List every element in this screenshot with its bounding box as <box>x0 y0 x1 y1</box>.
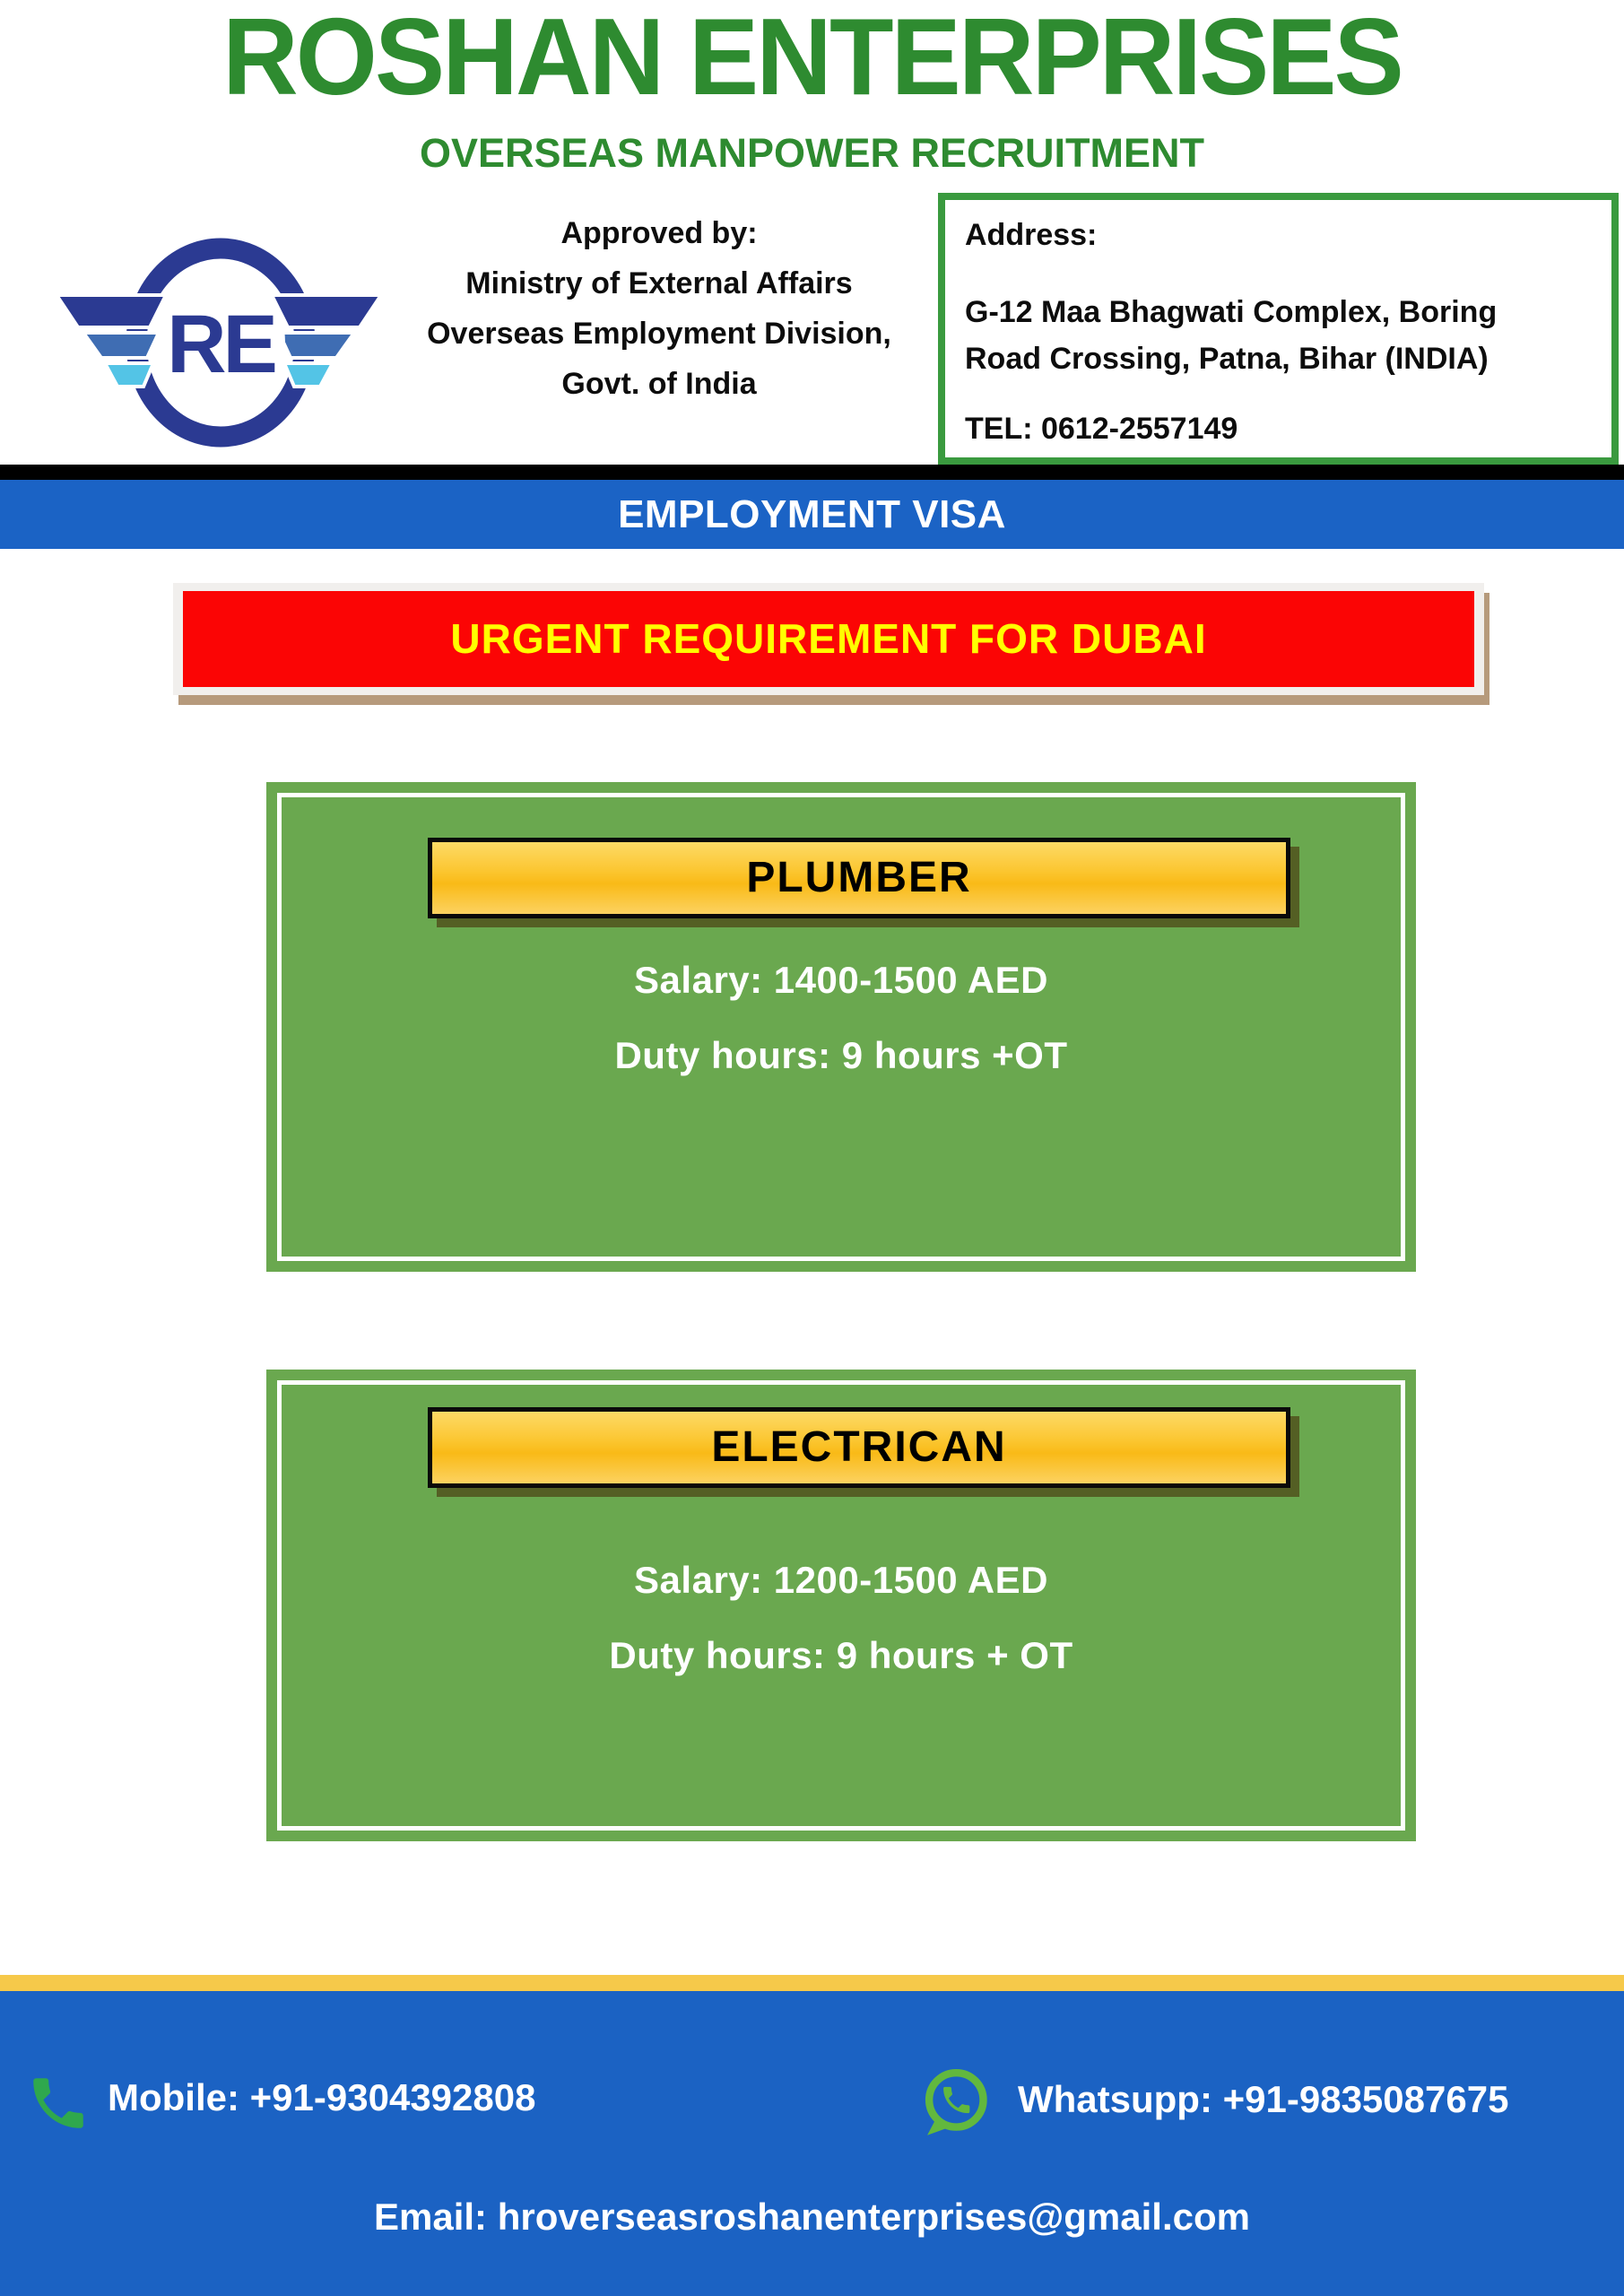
address-box <box>938 193 1619 465</box>
address-line: Road Crossing, Patna, Bihar (INDIA) <box>965 342 1489 376</box>
email-address: Email: hroverseasroshanenterprises@gmail.com <box>373 2196 1250 2238</box>
job-title-bar: ELECTRICAN <box>428 1407 1290 1488</box>
job-title-bar: PLUMBER <box>428 838 1290 918</box>
approved-by-line: Govt. of India <box>561 367 757 401</box>
approved-by-line: Overseas Employment Division, <box>427 317 891 351</box>
job-salary: Salary: 1200-1500 AED <box>634 1559 1048 1601</box>
address-label: Address: <box>965 218 1098 252</box>
telephone-number: TEL: 0612-2557149 <box>965 412 1238 446</box>
divider-bar <box>0 465 1624 480</box>
logo-monogram: RE <box>167 299 274 390</box>
approved-by-line: Ministry of External Affairs <box>465 266 853 300</box>
approved-by-line: Approved by: <box>560 216 758 250</box>
urgent-banner-frame <box>173 583 1484 695</box>
footer-accent-strip <box>0 1975 1624 1991</box>
job-card-border <box>277 793 1405 1261</box>
job-card-plumber <box>266 782 1416 1272</box>
footer-contact-band <box>0 1991 1624 2296</box>
whatsapp-number: Whatsupp: +91-9835087675 <box>1018 2078 1509 2120</box>
address-line: G-12 Maa Bhagwati Complex, Boring <box>965 295 1498 329</box>
job-card-border <box>277 1380 1405 1831</box>
job-duty-hours: Duty hours: 9 hours +OT <box>614 1034 1068 1076</box>
phone-icon <box>25 2070 91 2136</box>
urgent-banner: URGENT REQUIREMENT FOR DUBAI <box>183 591 1474 687</box>
whatsapp-icon <box>916 2065 994 2140</box>
mobile-number: Mobile: +91-9304392808 <box>108 2076 536 2118</box>
company-name: ROSHAN ENTERPRISES <box>222 0 1402 117</box>
approved-by-block <box>408 208 910 409</box>
job-salary: Salary: 1400-1500 AED <box>634 959 1048 1001</box>
employment-visa-banner: EMPLOYMENT VISA <box>0 480 1624 549</box>
job-duty-hours: Duty hours: 9 hours + OT <box>609 1634 1073 1676</box>
company-logo-icon <box>56 218 381 453</box>
job-card-electrician <box>266 1370 1416 1841</box>
company-tagline: OVERSEAS MANPOWER RECRUITMENT <box>419 130 1205 176</box>
